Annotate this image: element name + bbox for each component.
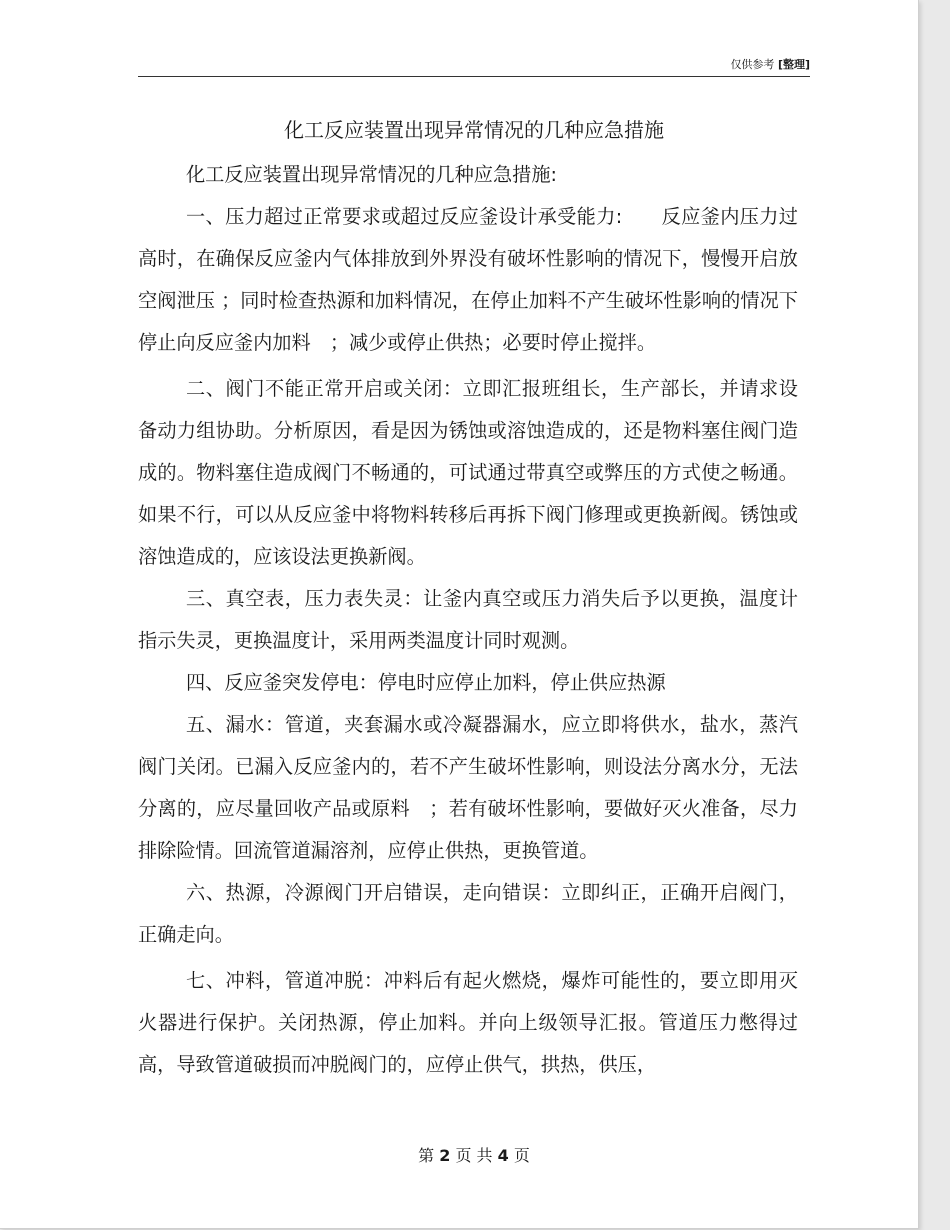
page-footer bbox=[138, 1144, 810, 1168]
paragraph-2: 二、阀门不能正常开启或关闭：立即汇报班组长，生产部长，并请求设备动力组协助。分析原因，看是因为锈蚀或溶蚀造成的，还是物料塞住阀门造成的。物料塞住造成阀门不畅通的，可试通过带真空或弊压的方式使之畅通。如果不行，可以从反应釜中将物料转移后再拆下阀门修理或更换新阀。锈蚀或溶蚀造成的，应该设法更换新阀。 bbox=[138, 377, 798, 568]
paragraph-4: 四、反应釜突发停电：停电时应停止加料，停止供应热源 bbox=[186, 671, 666, 694]
footer-suffix: 页 bbox=[513, 1146, 530, 1165]
header-tag: [整理] bbox=[777, 58, 810, 71]
page-header bbox=[138, 56, 810, 77]
footer-total-pages: 4 bbox=[497, 1146, 509, 1165]
footer-page-number: 2 bbox=[439, 1146, 451, 1165]
paragraph-intro: 化工反应装置出现异常情况的几种应急措施: bbox=[186, 163, 558, 186]
paragraph-5: 五、漏水：管道，夹套漏水或冷凝器漏水，应立即将供水，盐水，蒸汽阀门关闭。已漏入反应釜内的，若不产生破坏性影响，则设法分离水分，无法分离的，应尽量回收产品或原料 ；若有破坏性影响，要做好灭火准备，尽力排除险情。回流管道漏溶剂，应停止供热，更换管道。 bbox=[138, 713, 798, 862]
paragraph-6: 六、热源，冷源阀门开启错误，走向错误：立即纠正，正确开启阀门，正确走向。 bbox=[138, 881, 798, 946]
paragraph-7: 七、冲料，管道冲脱：冲料后有起火燃烧，爆炸可能性的，要立即用灭火器进行保护。关闭热源，停止加料。并向上级领导汇报。管道压力憋得过高，导致管道破损而冲脱阀门的，应停止供气，拱热，供压， bbox=[138, 969, 798, 1076]
footer-middle: 页 共 bbox=[455, 1146, 493, 1165]
footer-prefix: 第 bbox=[418, 1146, 435, 1165]
paragraph-3: 三、真空表，压力表失灵：让釜内真空或压力消失后予以更换，温度计指示失灵，更换温度计，采用两类温度计同时观测。 bbox=[138, 587, 798, 652]
document-body bbox=[138, 154, 798, 1086]
document-title: 化工反应装置出现异常情况的几种应急措施 bbox=[284, 118, 664, 142]
header-text: 仅供参考 bbox=[730, 58, 775, 71]
paragraph-1: 一、压力超过正常要求或超过反应釜设计承受能力: 反应釜内压力过高时，在确保反应釜内气体排放到外界没有破坏性影响的情况下，慢慢开启放空阀泄压 ；同时检查热源和加料情况，在停止加料不产生破坏性影响的情况下停止向反应釜内加料 ；减少或停止供热；必要时停止搅拌。 bbox=[138, 205, 798, 354]
